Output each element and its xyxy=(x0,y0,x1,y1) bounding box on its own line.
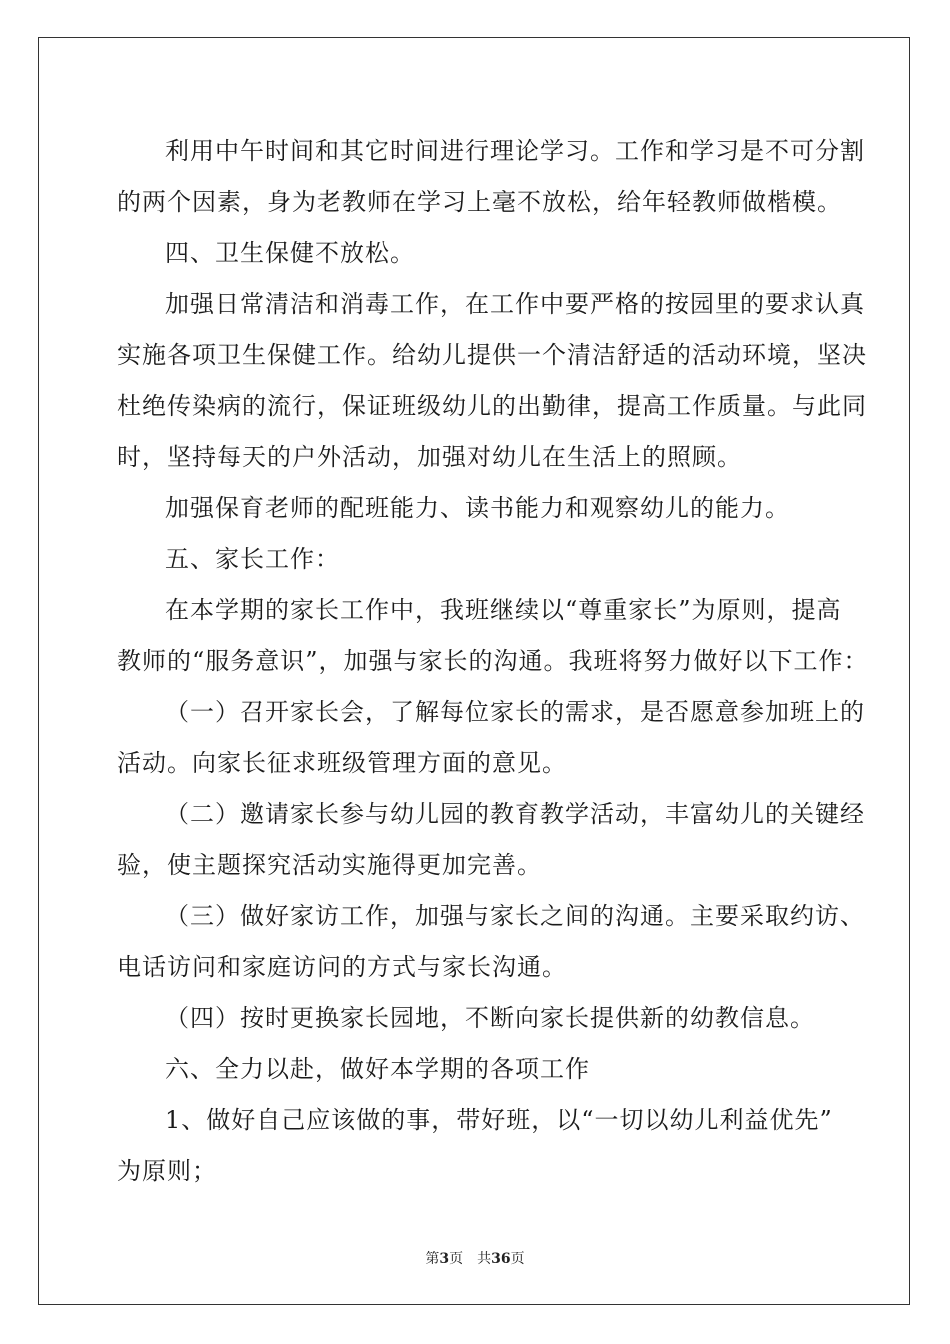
paragraph-line: 的两个因素，身为老教师在学习上毫不放松，给年轻教师做楷模。 xyxy=(117,188,842,216)
total-suffix: 页 xyxy=(510,1251,525,1267)
page-footer xyxy=(0,1248,950,1268)
section-heading: 六、全力以赴，做好本学期的各项工作 xyxy=(165,1055,590,1083)
list-item-line: 为原则； xyxy=(117,1157,217,1185)
section-heading: 五、家长工作： xyxy=(165,545,340,573)
paragraph-line: 加强保育老师的配班能力、读书能力和观察幼儿的能力。 xyxy=(165,494,790,522)
page-current: 3 xyxy=(439,1251,450,1267)
list-item-line: 验，使主题探究活动实施得更加完善。 xyxy=(117,851,542,879)
paragraph-line: 教师的“服务意识”，加强与家长的沟通。我班将努力做好以下工作： xyxy=(117,647,869,675)
paragraph-line: 在本学期的家长工作中，我班继续以“尊重家长”为原则，提高 xyxy=(165,596,842,624)
list-item-line: 1、做好自己应该做的事，带好班，以“一切以幼儿利益优先” xyxy=(165,1106,833,1134)
total-prefix: 共 xyxy=(477,1251,492,1267)
paragraph-line: 加强日常清洁和消毒工作，在工作中要严格的按园里的要求认真 xyxy=(165,290,865,318)
page-total: 36 xyxy=(491,1251,511,1267)
list-item-line: 活动。向家长征求班级管理方面的意见。 xyxy=(117,749,567,777)
list-item-line: （二）邀请家长参与幼儿园的教育教学活动，丰富幼儿的关键经 xyxy=(165,800,865,828)
paragraph-line: 时，坚持每天的户外活动，加强对幼儿在生活上的照顾。 xyxy=(117,443,742,471)
list-item-line: （四）按时更换家长园地，不断向家长提供新的幼教信息。 xyxy=(165,1004,815,1032)
paragraph-line: 利用中午时间和其它时间进行理论学习。工作和学习是不可分割 xyxy=(165,137,865,165)
section-heading: 四、卫生保健不放松。 xyxy=(165,239,415,267)
list-item-line: （一）召开家长会，了解每位家长的需求，是否愿意参加班上的 xyxy=(165,698,865,726)
document-body xyxy=(117,126,869,1197)
paragraph-line: 实施各项卫生保健工作。给幼儿提供一个清洁舒适的活动环境，坚决 xyxy=(117,341,867,369)
list-item-line: 电话访问和家庭访问的方式与家长沟通。 xyxy=(117,953,567,981)
list-item-line: （三）做好家访工作，加强与家长之间的沟通。主要采取约访、 xyxy=(165,902,865,930)
paragraph-line: 杜绝传染病的流行，保证班级幼儿的出勤律，提高工作质量。与此同 xyxy=(117,392,867,420)
page-prefix: 第 xyxy=(425,1251,440,1267)
page-suffix: 页 xyxy=(449,1251,464,1267)
